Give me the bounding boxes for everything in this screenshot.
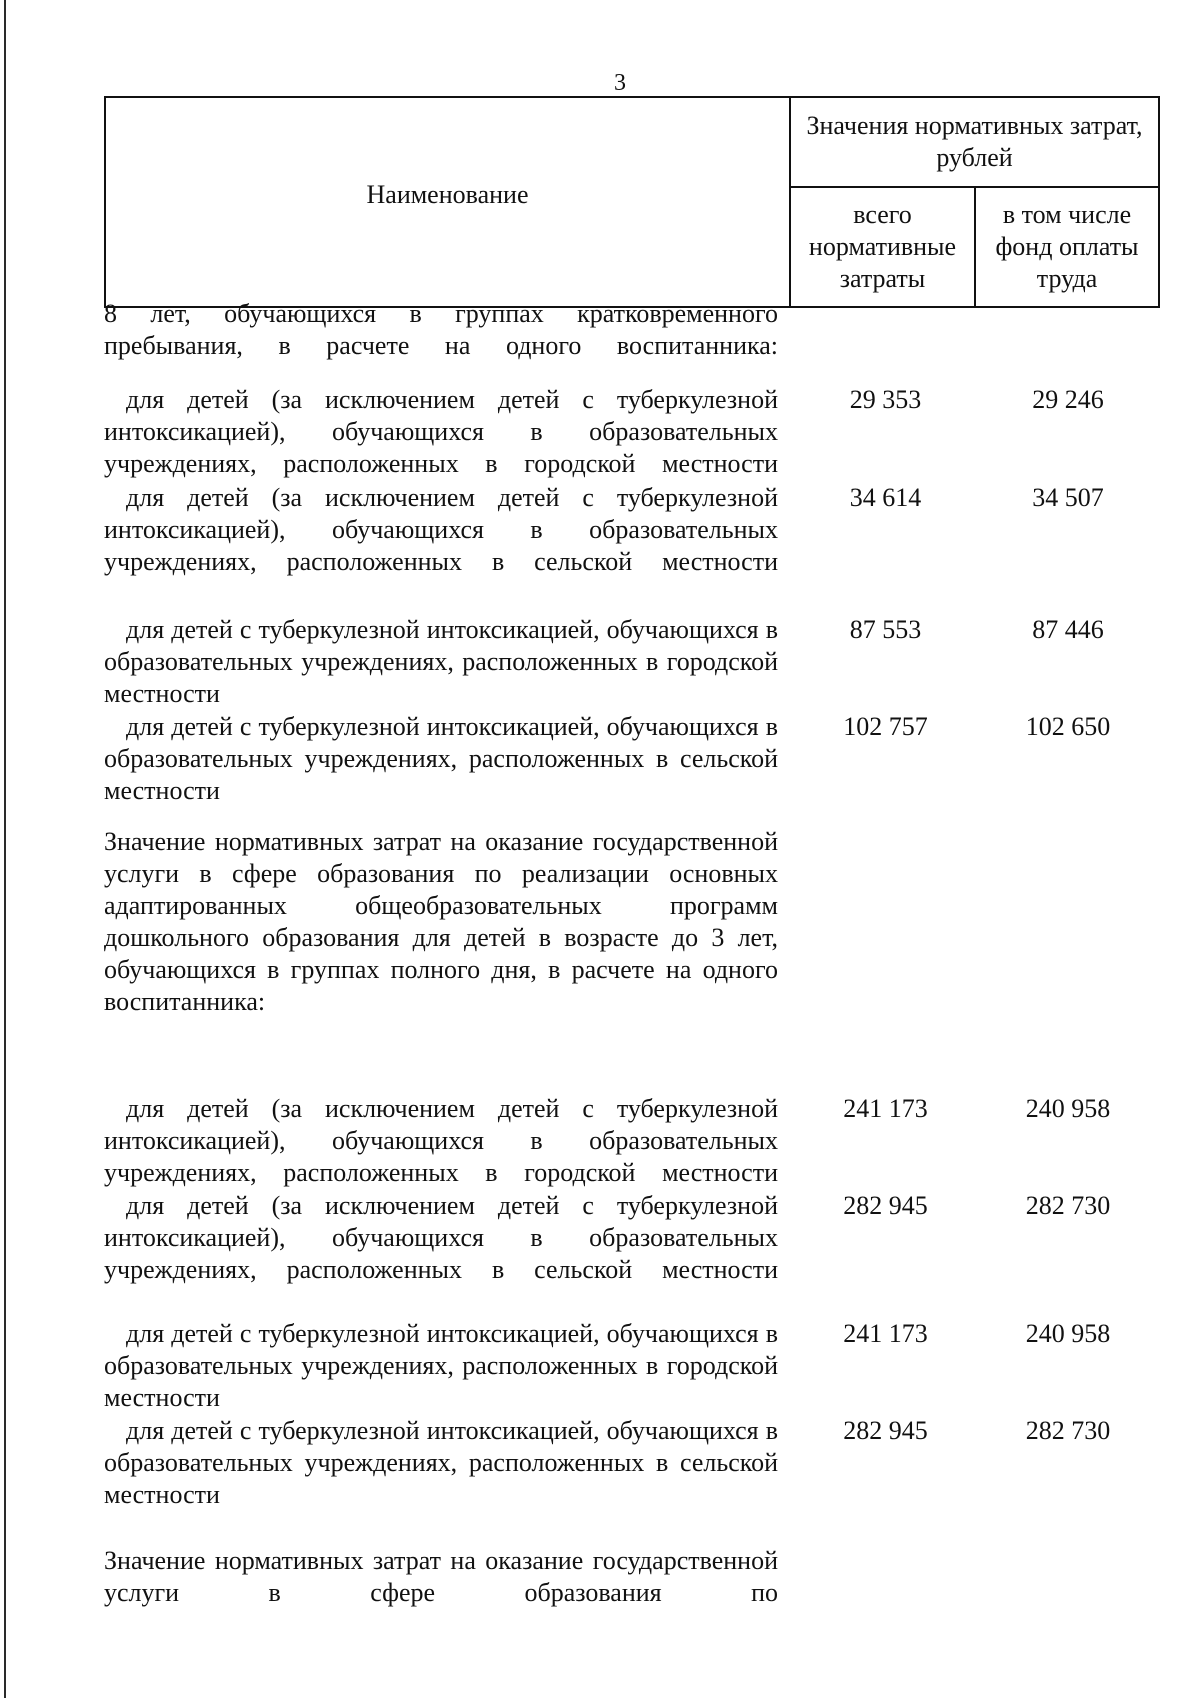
row-fot-value: 87 446 xyxy=(1032,615,1104,644)
total-column-header: всего нормативные затраты xyxy=(790,187,975,307)
section-heading-text: Значение нормативных затрат на оказание государственной услуги в сфере образования по xyxy=(104,1546,778,1607)
intro-text: 8 лет, обучающихся в группах кратковременного пребывания, в расчете на одного воспитанника: xyxy=(104,299,778,360)
row-fot-value: 282 730 xyxy=(1025,1416,1111,1445)
section-heading-text: Значение нормативных затрат на оказание государственной услуги в сфере образования по реализации основных адаптированных общеобразовательных программ дошкольного образования для детей в возрасте до 3 лет, обучающихся в группах полного дня, в расчете на одного воспитанника: xyxy=(104,827,778,1016)
row-description: для детей (за исключением детей с туберкулезной интоксикацией), обучающихся в образовательных учреждениях, расположенных в сельской местности xyxy=(104,1191,778,1284)
row-fot-value: 240 958 xyxy=(1025,1094,1111,1123)
row-description: для детей (за исключением детей с туберкулезной интоксикацией), обучающихся в образовательных учреждениях, расположенных в сельской местности xyxy=(104,483,778,576)
row-description: для детей (за исключением детей с туберкулезной интоксикацией), обучающихся в образовательных учреждениях, расположенных в городской местности xyxy=(104,1094,778,1187)
column-name-header: Наименование xyxy=(105,97,790,307)
fot-column-header: в том числе фонд оплаты труда xyxy=(975,187,1159,307)
row-fot-value: 282 730 xyxy=(1025,1191,1111,1220)
row-fot-value: 34 507 xyxy=(1032,483,1104,512)
row-description: для детей с туберкулезной интоксикацией, обучающихся в образовательных учреждениях, расположенных в городской местности xyxy=(104,1319,778,1412)
row-fot-value: 102 650 xyxy=(1025,712,1111,741)
row-description: для детей (за исключением детей с туберкулезной интоксикацией), обучающихся в образовательных учреждениях, расположенных в городской местности xyxy=(104,385,778,478)
row-total-value: 102 757 xyxy=(843,712,928,741)
page-number: 3 xyxy=(614,70,626,96)
row-total-value: 241 173 xyxy=(843,1319,928,1348)
row-description: для детей с туберкулезной интоксикацией, обучающихся в образовательных учреждениях, расположенных в сельской местности xyxy=(104,1416,778,1509)
row-fot-value: 240 958 xyxy=(1025,1319,1111,1348)
scan-edge xyxy=(4,0,6,1698)
row-total-value: 282 945 xyxy=(843,1191,928,1220)
row-description: для детей с туберкулезной интоксикацией, обучающихся в образовательных учреждениях, расположенных в городской местности xyxy=(104,615,778,708)
row-description: для детей с туберкулезной интоксикацией, обучающихся в образовательных учреждениях, расположенных в сельской местности xyxy=(104,712,778,805)
row-total-value: 282 945 xyxy=(843,1416,928,1445)
row-fot-value: 29 246 xyxy=(1032,385,1104,414)
row-total-value: 241 173 xyxy=(843,1094,928,1123)
values-group-header: Значения нормативных затрат, рублей xyxy=(790,97,1159,187)
table-header xyxy=(104,96,1160,308)
row-total-value: 34 614 xyxy=(849,483,922,512)
row-total-value: 87 553 xyxy=(849,615,922,644)
row-total-value: 29 353 xyxy=(849,385,922,414)
